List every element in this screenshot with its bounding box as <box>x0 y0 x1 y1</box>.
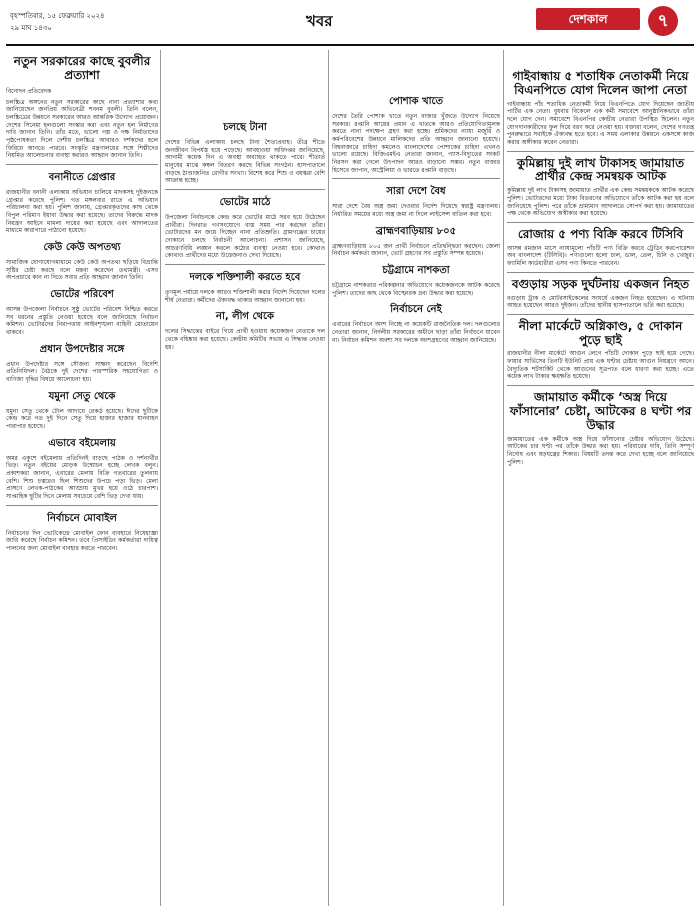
divider <box>507 385 694 386</box>
column-2 <box>165 50 325 906</box>
divider <box>507 151 694 152</box>
article-body: অমর একুশে বইমেলায় প্রতিদিনই বাড়ছে পাঠক ও দর্শনার্থীর ভিড়। নতুন বইয়ের মোড়ক উন্মোচন হচ্ছে লেখক বলুন। প্রকাশকরা জানান, এবারের মেলায় বিক্রি গতবারের তুলনায় বেশি। শিশু চত্বরেও ছিল শিশুদের উপচে পড়া ভিড়। মেলা প্রাঙ্গণে লেখক-পাঠকের আড্ডায় মুখর হয়ে ওঠে চারপাশ। সাপ্তাহিক ছুটির দিনে মেলায় সবচেয়ে বেশি ভিড় দেখা যায়। <box>6 454 158 501</box>
article-headline: নতুন সরকারের কাছে বুবলীর প্রত্যাশা <box>13 54 151 82</box>
article-headline: দলকে শক্তিশালী করতে হবে <box>189 272 301 284</box>
column-4 <box>507 50 694 906</box>
article-body: ব্রাহ্মণবাড়িয়ায় ৮০৫ জন প্রার্থী নির্বাচনে প্রতিদ্বন্দ্বিতা করছেন। জেলা নির্বাচন কর্মকর্তা জানান, ভোট গ্রহণের সব প্রস্তুতি সম্পন্ন হয়েছে। <box>332 242 500 258</box>
article-body: সামাজিক যোগাযোগমাধ্যমে কেউ কেউ অপতথ্য ছড়িয়ে বিভ্রান্তি সৃষ্টির চেষ্টা করছে বলে মন্তব্য করেছেন তথ্যমন্ত্রী। এসব অপপ্রচারে কান না দিতে সবার প্রতি আহ্বান জানান তিনি। <box>6 259 158 282</box>
column-1 <box>6 50 158 906</box>
article-body: আসন্ন রমজান মাসে ন্যায্যমূল্যে পাঁচটি পণ্য বিক্রি করবে ট্রেডিং করপোরেশন অব বাংলাদেশ (টিসিবি)। পণ্যগুলো হলো চাল, ডাল, তেল, চিনি ও খেজুর। ফ্যামিলি কার্ডধারীরা এসব পণ্য কিনতে পারবেন। <box>507 244 694 268</box>
article-body: উপজেলা নির্বাচনকে কেন্দ্র করে ভোটের মাঠে সরব হয়ে উঠেছেন প্রার্থীরা। দিনরাত গণসংযোগে ব্যস্ত সময় পার করছেন তাঁরা। ভোটারদের মন জয়ে দিচ্ছেন নানা প্রতিশ্রুতি। গ্রামগঞ্জের চায়ের দোকানে চলছে নির্বাচনী আলোচনা। প্রশাসন জানিয়েছে, আচরণবিধি লঙ্ঘন করলে কঠোর ব্যবস্থা নেওয়া হবে। কোথাও কোথাও প্রার্থীদের মধ্যে উত্তেজনাও দেখা দিয়েছে। <box>165 214 325 260</box>
article-headline: জামায়াত কর্মীকে ‘অস্ত্র দিয়ে ফাঁসানোর’ চেষ্টা, আটকের ৪ ঘণ্টা পর উদ্ধার <box>509 390 692 432</box>
article-headline: ভোটের পরিবেশ <box>50 289 114 301</box>
article-body: প্রধান উপদেষ্টার সঙ্গে সৌজন্য সাক্ষাৎ করেছেন বিদেশি প্রতিনিধিদল। বৈঠকে দুই দেশের পারস্পরিক সহযোগিতা ও বাণিজ্য বৃদ্ধির বিষয়ে আলোচনা হয়। <box>6 360 158 384</box>
divider <box>507 272 694 273</box>
article-body: নির্বাচনের দিন ভোটকেন্দ্রে মোবাইল ফোন ব্যবহারে নিষেধাজ্ঞা জারি করেছে নির্বাচন কমিশন। তবে প্রিসাইডিং কর্মকর্তারা দায়িত্ব পালনের জন্য মোবাইল ব্যবহার করতে পারবেন। <box>6 529 158 553</box>
article-body: দলের সিদ্ধান্তের বাইরে গিয়ে প্রার্থী হওয়ায় কয়েকজন নেতাকে দল থেকে বহিষ্কার করা হয়েছে। কেন্দ্রীয় কমিটির সভায় এ সিদ্ধান্ত নেওয়া হয়। <box>165 328 325 351</box>
column-divider <box>503 50 504 906</box>
divider <box>165 189 325 190</box>
article-headline: পোশাক খাতে <box>388 96 444 107</box>
article-body: আসন্ন উপজেলা নির্বাচনে সুষ্ঠু ভোটের পরিবেশ নিশ্চিত করতে সব ধরনের প্রস্তুতি নেওয়া হয়েছে বলে জানিয়েছে নির্বাচন কমিশন। ভোটারদের নিরাপত্তায় আইনশৃঙ্খলা বাহিনী মোতায়েন থাকবে। <box>6 306 158 337</box>
page-number: ৭ <box>648 6 678 36</box>
article-body: গাইবান্ধায় পাঁচ শতাধিক নেতাকর্মী নিয়ে বিএনপিতে যোগ দিয়েছেন জাতীয় পার্টির এক নেতা। বুধবার বিকেলে এক কর্মী সমাবেশে আনুষ্ঠানিকভাবে তাঁরা দলে যোগ দেন। সমাবেশে বিএনপির কেন্দ্রীয় নেতারা উপস্থিত ছিলেন। নতুন যোগদানকারীদের ফুল দিয়ে বরণ করে নেওয়া হয়। বক্তারা বলেন, দেশের গণতন্ত্র পুনরুদ্ধারে সবাইকে ঐক্যবদ্ধ হতে হবে। এ সময় এলাকার উন্নয়নে একসঙ্গে কাজ করার অঙ্গীকার করেন নেতারা। <box>507 100 694 146</box>
article-body: কুমিল্লায় দুই লাখ টাকাসহ জামায়াত প্রার্থীর এক কেন্দ্র সমন্বয়ককে আটক করেছে পুলিশ। ভোটারদের মধ্যে টাকা বিতরণের অভিযোগে তাঁকে আটক করা হয় বলে জানিয়েছে পুলিশ। পরে তাঁকে ভ্রাম্যমাণ আদালতে সোপর্দ করা হয়। জামায়াতের পক্ষ থেকে অভিযোগ অস্বীকার করা হয়েছে। <box>507 187 694 218</box>
divider <box>332 178 500 179</box>
article-headline: কেউ কেউ অপতথ্য <box>43 242 121 253</box>
divider <box>165 264 325 265</box>
article-body: যমুনা সেতু থেকে টোল আদায়ে রেকর্ড হয়েছে। ঈদের ছুটিকে কেন্দ্র করে গত দুই দিনে সেতু দিয়ে হাজার হাজার যানবাহন পারাপার হয়েছে। <box>6 407 158 431</box>
article-body: চট্টগ্রামে নাশকতার পরিকল্পনার অভিযোগে কয়েকজনকে আটক করেছে পুলিশ। তাদের কাছ থেকে বিস্ফোরক দ্রব্য উদ্ধার করা হয়েছে। <box>332 282 500 297</box>
newspaper-logo: দেশকাল <box>536 8 640 30</box>
article-body: তৃণমূল পর্যায়ে দলকে আরও শক্তিশালী করার নির্দেশ দিয়েছেন দলের শীর্ষ নেতারা। কর্মীদের ঐক্যবদ্ধ থাকার আহ্বান জানানো হয়। <box>165 289 325 304</box>
article-body: রাজধানীর নীলা মার্কেটে আগুন লেগে পাঁচটি দোকান পুড়ে ছাই হয়ে গেছে। ফায়ার সার্ভিসের তিনটি ইউনিট প্রায় এক ঘণ্টার চেষ্টায় আগুন নিয়ন্ত্রণে আনে। বৈদ্যুতিক শর্টসার্কিট থেকে আগুনের সূত্রপাত বলে ধারণা করা হচ্ছে। এতে কয়েক লাখ টাকার ক্ষয়ক্ষতি হয়েছে। <box>507 350 694 381</box>
article-headline: প্রধান উপদেষ্টার সঙ্গে <box>39 343 125 355</box>
article-headline: চট্টগ্রামে নাশকতা <box>382 265 450 277</box>
article-body: চলচ্চিত্র অঙ্গনের নতুন সরকারের কাছে নানা প্রত্যাশার কথা জানিয়েছেন জনপ্রিয় অভিনেত্রী শবনম বুবলী। তিনি বলেন, চলচ্চিত্রের উন্নয়নে সরকারের আরও আন্তরিক উদ্যোগ প্রয়োজন। দেশের সিনেমা হলগুলো সংস্কার করা এবং নতুন হল নির্মাণের দাবি জানান তিনি। তাঁর মতে, ভালো গল্প ও দক্ষ নির্মাতাদের পৃষ্ঠপোষকতা দিলে দেশীয় চলচ্চিত্র আবারও দর্শকদের হলে ফিরিয়ে আনতে পারবে। সংস্কৃতি মন্ত্রণালয়ের সঙ্গে শিল্পীদের নিয়মিত আলোচনার ব্যবস্থা করারও আহ্বান জানান তিনি। <box>6 98 158 160</box>
article-headline: না, লীগ থেকে <box>215 311 275 323</box>
article-body: সারা দেশে বৈধ অস্ত্র জমা দেওয়ার নির্দেশ দিয়েছে স্বরাষ্ট্র মন্ত্রণালয়। নির্ধারিত সময়ের মধ্যে অস্ত্র জমা না দিলে লাইসেন্স বাতিল করা হবে। <box>332 203 500 219</box>
divider <box>6 505 158 506</box>
article-body: দেশের বিভিন্ন এলাকায় চলছে টানা শৈত্যপ্রবাহ। তীব্র শীতে জনজীবন বিপর্যস্ত হয়ে পড়েছে। আবহাওয়া অধিদপ্তর জানিয়েছে, আগামী কয়েক দিন এ অবস্থা অব্যাহত থাকতে পারে। শীতার্ত মানুষের মাঝে কম্বল বিতরণ করছে বিভিন্ন সংগঠন। হাসপাতালে বাড়ছে ঠাণ্ডাজনিত রোগীর সংখ্যা। বিশেষ করে শিশু ও বয়স্করা বেশি আক্রান্ত হচ্ছে। <box>165 139 325 185</box>
article-headline: নির্বাচনে নেই <box>390 304 442 316</box>
section-title: খবর <box>306 12 333 30</box>
column-divider <box>328 50 329 906</box>
article-headline: রোজায় ৫ পণ্য বিক্রি করবে টিসিবি <box>517 226 684 241</box>
article-headline: ভোটের মাঠে <box>219 197 271 209</box>
article-body: বগুড়ায় ট্রাক ও মোটরসাইকেলের সংঘর্ষে একজন নিহত হয়েছেন। এ ঘটনায় আহত হয়েছেন আরও দুইজন। তাঁদের স্থানীয় হাসপাতালে ভর্তি করা হয়েছে। <box>507 294 694 310</box>
article-body: জামায়াতের এক কর্মীকে অস্ত্র দিয়ে ফাঁসানোর চেষ্টার অভিযোগ উঠেছে। আটকের চার ঘণ্টা পর তাঁকে উদ্ধার করা হয়। পরিবারের দাবি, তিনি সম্পূর্ণ নির্দোষ এবং ষড়যন্ত্রের শিকার। বিষয়টি তদন্ত করে দেখা হচ্ছে বলে জানিয়েছে পুলিশ। <box>507 435 694 466</box>
divider <box>507 314 694 315</box>
article-byline: বিনোদন প্রতিবেদক <box>6 87 52 95</box>
article-headline: গাইবান্ধায় ৫ শতাধিক নেতাকর্মী নিয়ে বিএনপিতে যোগ দিলেন জাপা নেতা <box>512 69 689 97</box>
article-body: এবারের নির্বাচনে অংশ নিচ্ছে না কয়েকটি রাজনৈতিক দল। দলগুলোর নেতারা জানান, নির্দলীয় সরকারের অধীনে ছাড়া তাঁরা নির্বাচনে যাবেন না। নির্বাচন কমিশন অবশ্য সব দলকে অংশগ্রহণের আহ্বান জানিয়েছে। <box>332 321 500 344</box>
article-body: দেশের তৈরি পোশাক খাতে নতুন বাজার খুঁজতে উদ্যোগ নিয়েছে সরকার। রপ্তানি আয়ের প্রধান এ খাতকে আরও প্রতিযোগিতামূলক করতে নানা পদক্ষেপ গ্রহণ করা হচ্ছে। শ্রমিকদের ন্যায্য মজুরি ও কর্মপরিবেশের উন্নয়নে মালিকদের প্রতি আহ্বান জানানো হয়েছে। বিশ্ববাজারে চাহিদা কমলেও বাংলাদেশের পোশাকের চাহিদা এখনও ভালো রয়েছে। বিজিএমইএ নেতারা জানান, গ্যাস-বিদ্যুতের সংকট নিরসন করা গেলে উৎপাদন আরও বাড়ানো সম্ভব। নতুন বাজার হিসেবে জাপান, অস্ট্রেলিয়া ও ভারতে রপ্তানি বাড়ছে। <box>332 113 500 174</box>
article-headline: বগুড়ায় সড়ক দুর্ঘটনায় একজন নিহত <box>511 276 690 291</box>
bangla-date-line: ২৯ মাঘ ১৪৩০ <box>10 24 52 32</box>
article-headline: সারা দেশে বৈধ <box>386 186 446 198</box>
masthead <box>6 4 694 46</box>
article-headline: এভাবে বইমেলায় <box>48 437 116 449</box>
divider <box>507 222 694 223</box>
article-headline: বনানীতে গ্রেপ্তার <box>48 171 116 183</box>
article-headline: ব্রাহ্মণবাড়িয়ায় ৮০৫ <box>375 225 457 237</box>
column-divider <box>160 50 161 906</box>
article-headline: নীলা মার্কেটে অগ্নিকাণ্ড, ৫ দোকান পুড়ে ছাই <box>518 318 683 347</box>
article-headline: যমুনা সেতু থেকে <box>48 390 116 402</box>
divider <box>6 164 158 165</box>
article-headline: কুমিল্লায় দুই লাখ টাকাসহ জামায়াত প্রার্থীর কেন্দ্র সমন্বয়ক আটক <box>516 155 685 184</box>
article-body: রাজধানীর বনানী এলাকায় অভিযান চালিয়ে মাদকসহ দুইজনকে গ্রেপ্তার করেছে পুলিশ। গত মঙ্গলবার রাতে এ অভিযান পরিচালনা করা হয়। পুলিশ জানায়, গ্রেপ্তারকৃতদের কাছ থেকে বিপুল পরিমাণ ইয়াবা উদ্ধার করা হয়েছে। তাদের বিরুদ্ধে মাদক নিয়ন্ত্রণ আইনে মামলা দায়ের করা হয়েছে এবং আদালতের মাধ্যমে কারাগারে পাঠানো হয়েছে। <box>6 188 158 235</box>
date-line: বৃহস্পতিবার, ১৫ ফেব্রুয়ারি ২০২৪ <box>10 12 105 20</box>
article-headline: চলছে টানা <box>223 122 267 133</box>
article-headline: নির্বাচনে মোবাইল <box>47 512 117 524</box>
column-3 <box>332 50 500 906</box>
